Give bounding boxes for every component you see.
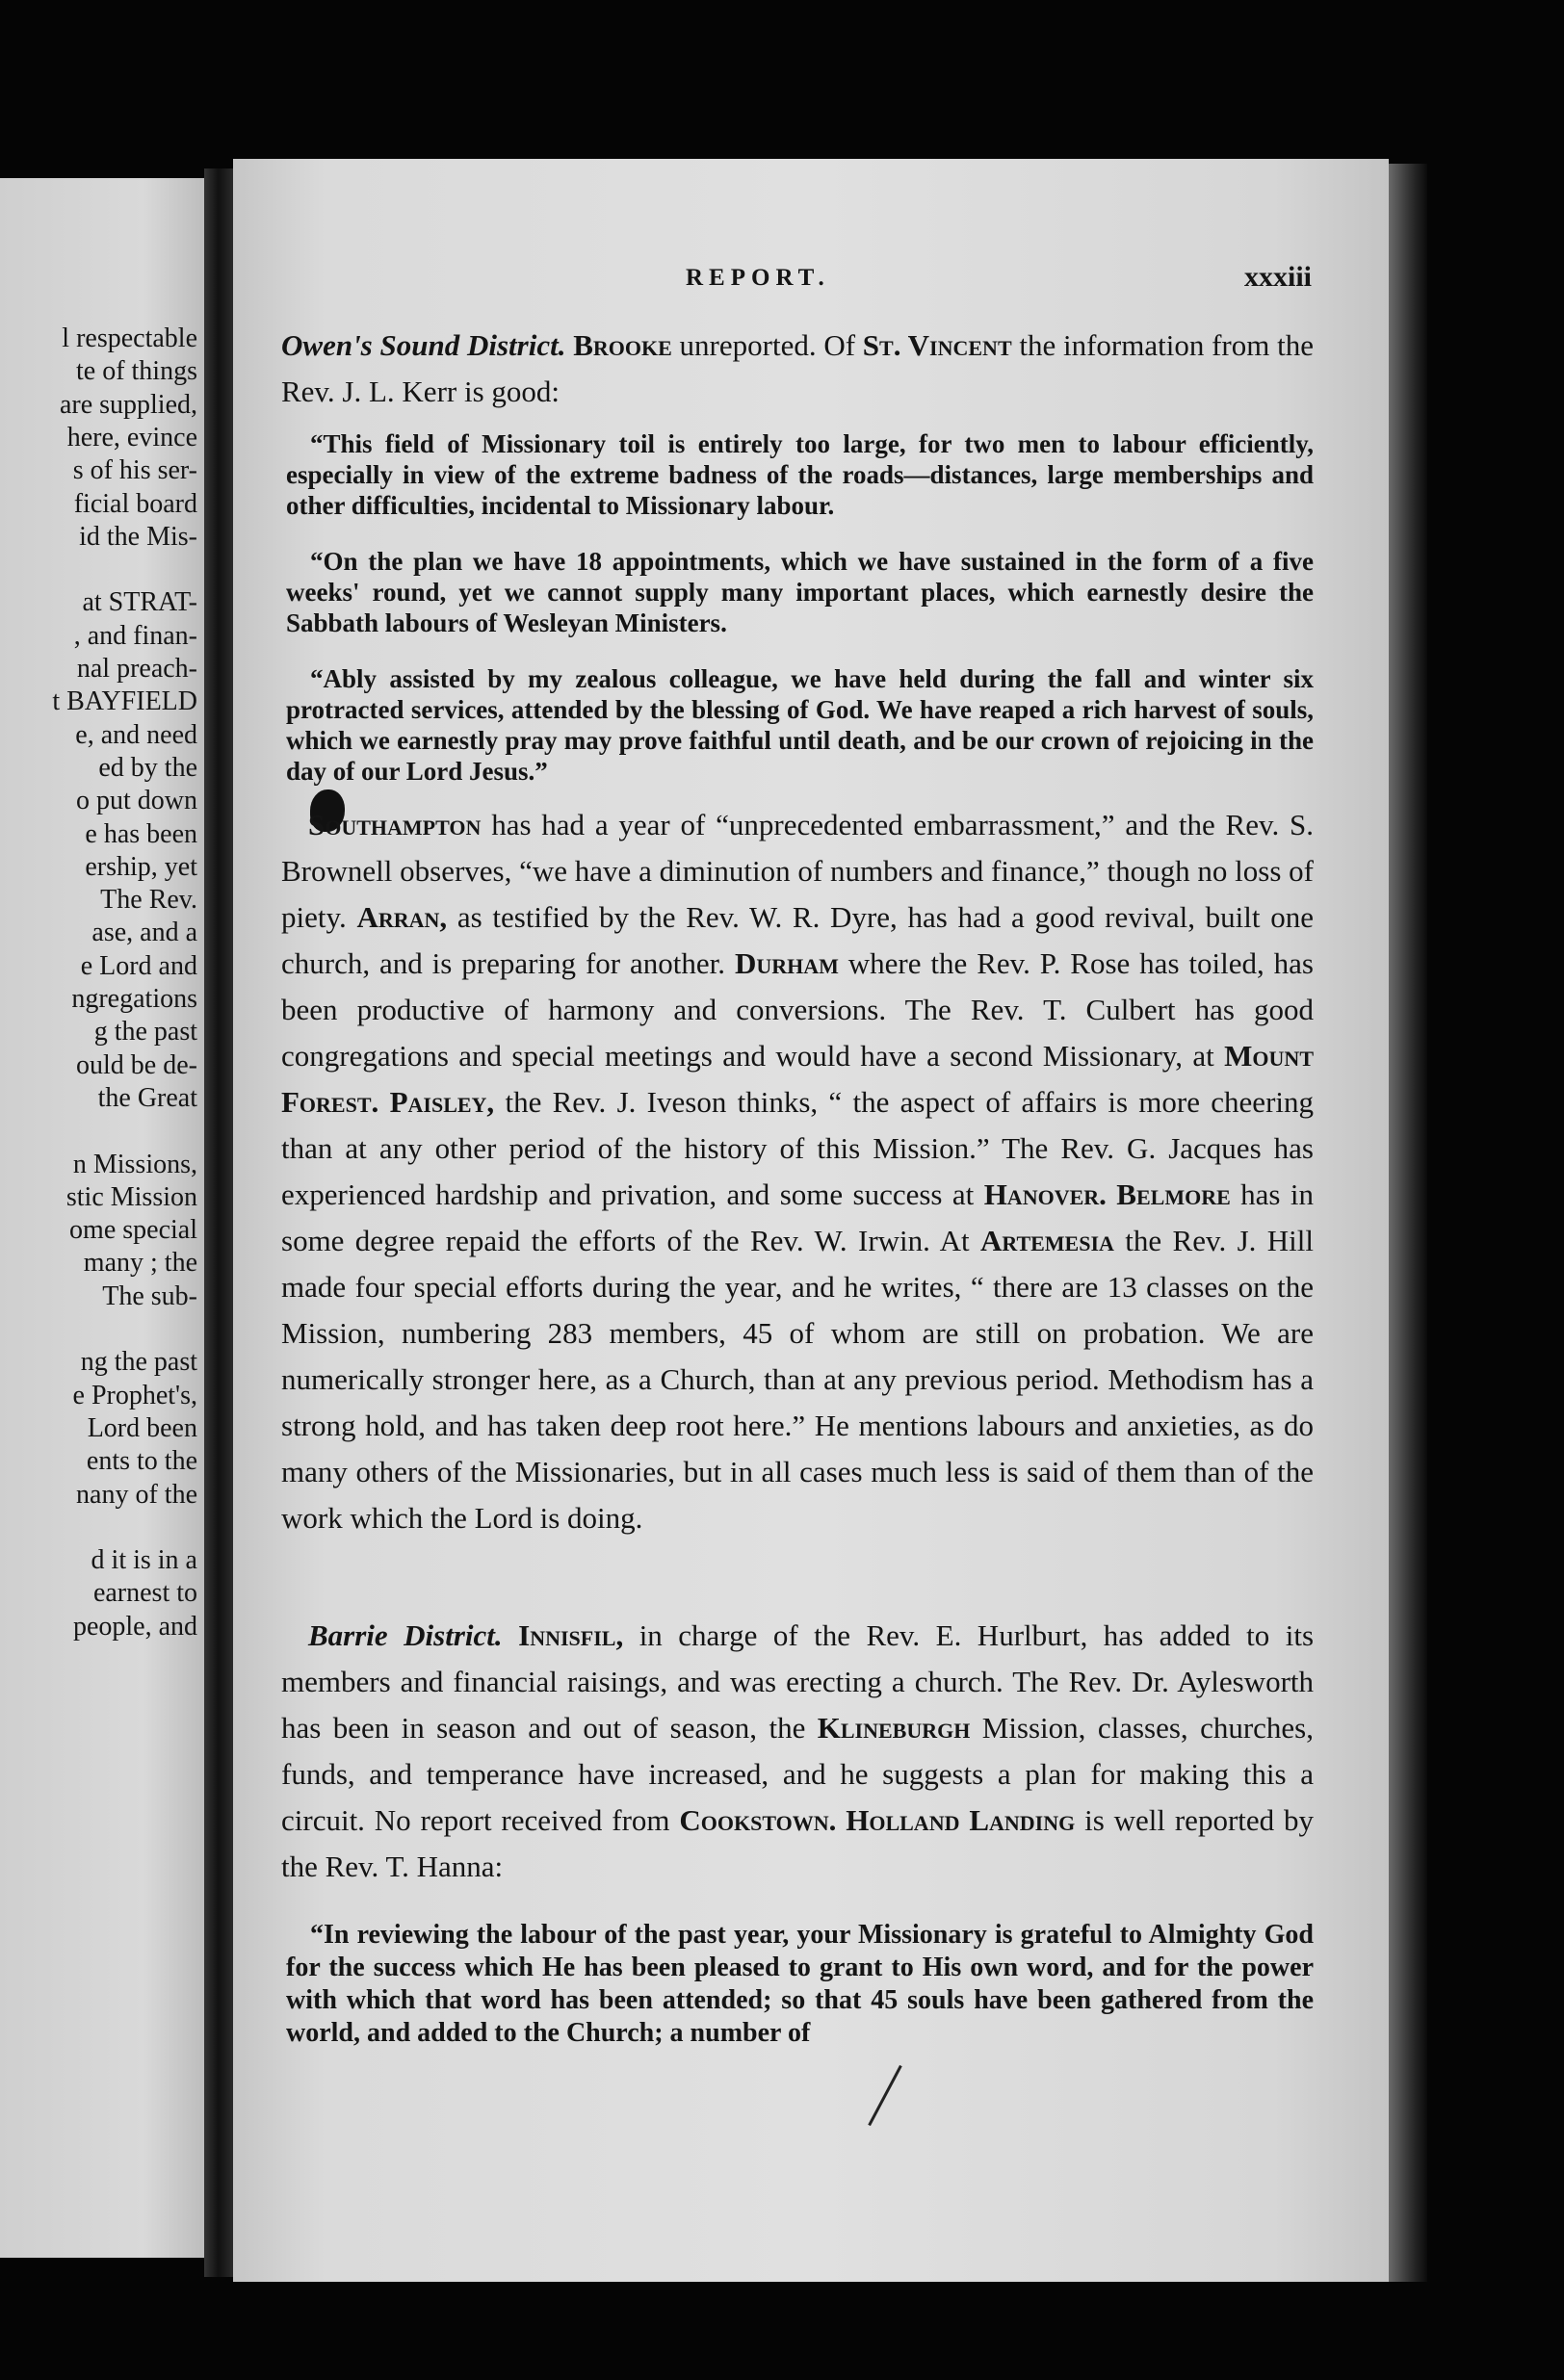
page-edge-shadow xyxy=(1389,164,1427,2282)
left-page-line: e, and need xyxy=(75,719,197,750)
left-page-line: The Rev. xyxy=(100,885,197,916)
place-name: Belmore xyxy=(1116,1177,1231,1211)
paragraph-text: where the Rev. P. Rose has toiled, has been productive of harmony and conversions. The Rev. T. Culbert has good congregations and special meetings and would have a second Missionary, at xyxy=(281,946,1315,1073)
left-page-line: The sub- xyxy=(102,1281,197,1311)
left-page-line: o put down xyxy=(76,786,197,816)
quote-paragraph: “This field of Missionary toil is entirely too large, for two men to labour efficiently, especially in view of the extreme badness of the roads—distances, large memberships and other difficulties, incidental to Missionary labour. xyxy=(286,429,1314,520)
paragraph-text xyxy=(836,1803,846,1837)
pen-mark xyxy=(868,2065,902,2126)
left-page-line: ould be de- xyxy=(76,1049,197,1080)
paragraph-text xyxy=(503,1618,519,1652)
left-page-line: , and finan- xyxy=(73,620,197,651)
left-page-line: e Lord and xyxy=(80,950,197,981)
left-page-line: e Prophet's, xyxy=(72,1380,197,1410)
left-page-line: ficial board xyxy=(73,488,197,519)
left-page-line: the Great xyxy=(97,1082,197,1113)
left-page-line: nany of the xyxy=(76,1479,197,1510)
left-page-line: t BAYFIELD xyxy=(52,686,197,717)
paragraph-text xyxy=(378,1085,389,1119)
paragraph-text: Mission, classes, churches, funds, and temperance have increased, and he suggests a plan for making this a circuit. No report received from xyxy=(281,1711,1314,1837)
left-page-line: here, evince xyxy=(66,422,197,453)
left-facing-page xyxy=(0,178,204,2258)
left-page-line: many ; the xyxy=(83,1248,197,1279)
place-name: Durham xyxy=(734,946,839,980)
paragraph-text: the Rev. J. Iveson thinks, “ the aspect of affairs is more cheering than at any other period of the history of this Mission.” The Rev. G. Jacques has experienced hardship and privation, and some success at xyxy=(281,1085,1315,1211)
left-page-line: are supplied, xyxy=(59,389,197,420)
left-page-line: te of things xyxy=(76,356,197,387)
place-name: Southampton xyxy=(308,808,482,841)
place-name: Innisfil, xyxy=(518,1618,624,1652)
paragraph-text: the information from the Rev. J. L. Kerr is good: xyxy=(281,328,1314,408)
place-name: Mount Forest. xyxy=(281,1039,1314,1119)
place-name: St. Vincent xyxy=(862,328,1012,362)
left-page-line: ngregations xyxy=(71,984,197,1014)
paragraph-text: has in some degree repaid the efforts of the Rev. W. Irwin. At xyxy=(281,1177,1315,1257)
report-page xyxy=(233,159,1389,2282)
left-page-line: ed by the xyxy=(98,752,197,783)
place-name: Arran, xyxy=(356,900,448,934)
left-page-line: ents to the xyxy=(86,1446,197,1477)
left-page-line: Lord been xyxy=(87,1412,197,1443)
paragraph-text: unreported. Of xyxy=(671,328,863,362)
left-page-line: d it is in a xyxy=(91,1545,197,1576)
left-page-line: ng the past xyxy=(80,1347,197,1378)
left-page-line: id the Mis- xyxy=(79,521,197,552)
left-page-line: stic Mission xyxy=(65,1181,197,1212)
left-page-line: e has been xyxy=(85,818,197,849)
quote-paragraph: “Ably assisted by my zealous colleague, we have held during the fall and winter six protracted services, attended by the blessing of God. We have reaped a rich harvest of souls, which we earnestly pray may prove faithful until death, and be our crown of rejoicing in the day of our Lord Jesus.” xyxy=(286,664,1314,786)
left-page-line: ase, and a xyxy=(91,918,197,948)
place-name: Brooke xyxy=(573,328,672,362)
district-heading: Barrie District. xyxy=(308,1618,503,1652)
place-name: Hanover. xyxy=(983,1177,1107,1211)
paragraph-text: the Rev. J. Hill made four special efforts during the year, and he writes, “ there are 13 classes on the Mission, numbering 283 members, 45 of whom are still on probation. We are numerically stronger here, as a Church, than at any previous period. Methodism has a strong hold, and has taken deep root here.” He mentions labours and anxieties, as do many others of the Missionaries, but in all cases much less is said of them than of the work which the Lord is doing. xyxy=(281,1224,1314,1535)
left-page-line: ome special xyxy=(69,1215,197,1246)
left-page-line: earnest to xyxy=(92,1578,197,1609)
left-page-line: g the past xyxy=(93,1017,197,1048)
left-page-line: at STRAT- xyxy=(82,587,197,618)
district-heading: Owen's Sound District. xyxy=(281,328,566,362)
owens-sound-paragraph xyxy=(281,323,1314,415)
kerr-quote xyxy=(286,428,1314,787)
paragraph-text: is well reported by the Rev. T. Hanna: xyxy=(281,1803,1314,1883)
left-page-line: l respectable xyxy=(62,323,197,353)
paragraph-text: as testified by the Rev. W. R. Dyre, has had a good revival, built one church, and is preparing for another. xyxy=(281,900,1314,980)
barrie-paragraph xyxy=(281,1613,1314,1890)
place-name: Artemesia xyxy=(979,1224,1114,1257)
page-number: xxxiii xyxy=(1243,261,1312,293)
paragraph-text: has had a year of “unprecedented embarrassment,” and the Rev. S. Brownell observes, “we have a diminution of numbers and finance,” though no loss of piety. xyxy=(281,808,1314,934)
paragraph-text xyxy=(1107,1177,1116,1211)
quote-paragraph: “On the plan we have 18 appointments, which we have sustained in the form of a five weeks' round, yet we cannot supply many important places, which earnestly desire the Sabbath labours of Wesleyan Ministers. xyxy=(286,547,1314,637)
place-name: Cookstown. xyxy=(679,1803,837,1837)
hanna-quote xyxy=(286,1919,1314,2050)
book-gutter xyxy=(204,168,233,2277)
left-page-line: ership, yet xyxy=(85,851,197,882)
place-name: Holland Landing xyxy=(846,1803,1076,1837)
left-page-line: people, and xyxy=(72,1611,197,1642)
southampton-paragraph xyxy=(281,802,1314,1541)
left-page-line: nal preach- xyxy=(76,654,197,684)
quote-paragraph: “In reviewing the labour of the past year, your Missionary is grateful to Almighty God for the success which He has been pleased to grant to His own word, and for the power with which that word has been attended; so that 45 souls have been gathered from the world, and added to the Church; a number of xyxy=(286,1920,1314,2048)
left-page-line: n Missions, xyxy=(72,1149,197,1179)
place-name: Klineburgh xyxy=(817,1711,971,1745)
place-name: Paisley, xyxy=(389,1085,495,1119)
running-head: REPORT. xyxy=(686,265,830,291)
paragraph-text: in charge of the Rev. E. Hurlburt, has added to its members and financial raisings, and was erecting a church. The Rev. Dr. Aylesworth has been in season and out of season, the xyxy=(281,1618,1315,1745)
page-header xyxy=(233,261,1389,303)
left-page-line: s of his ser- xyxy=(72,455,197,486)
